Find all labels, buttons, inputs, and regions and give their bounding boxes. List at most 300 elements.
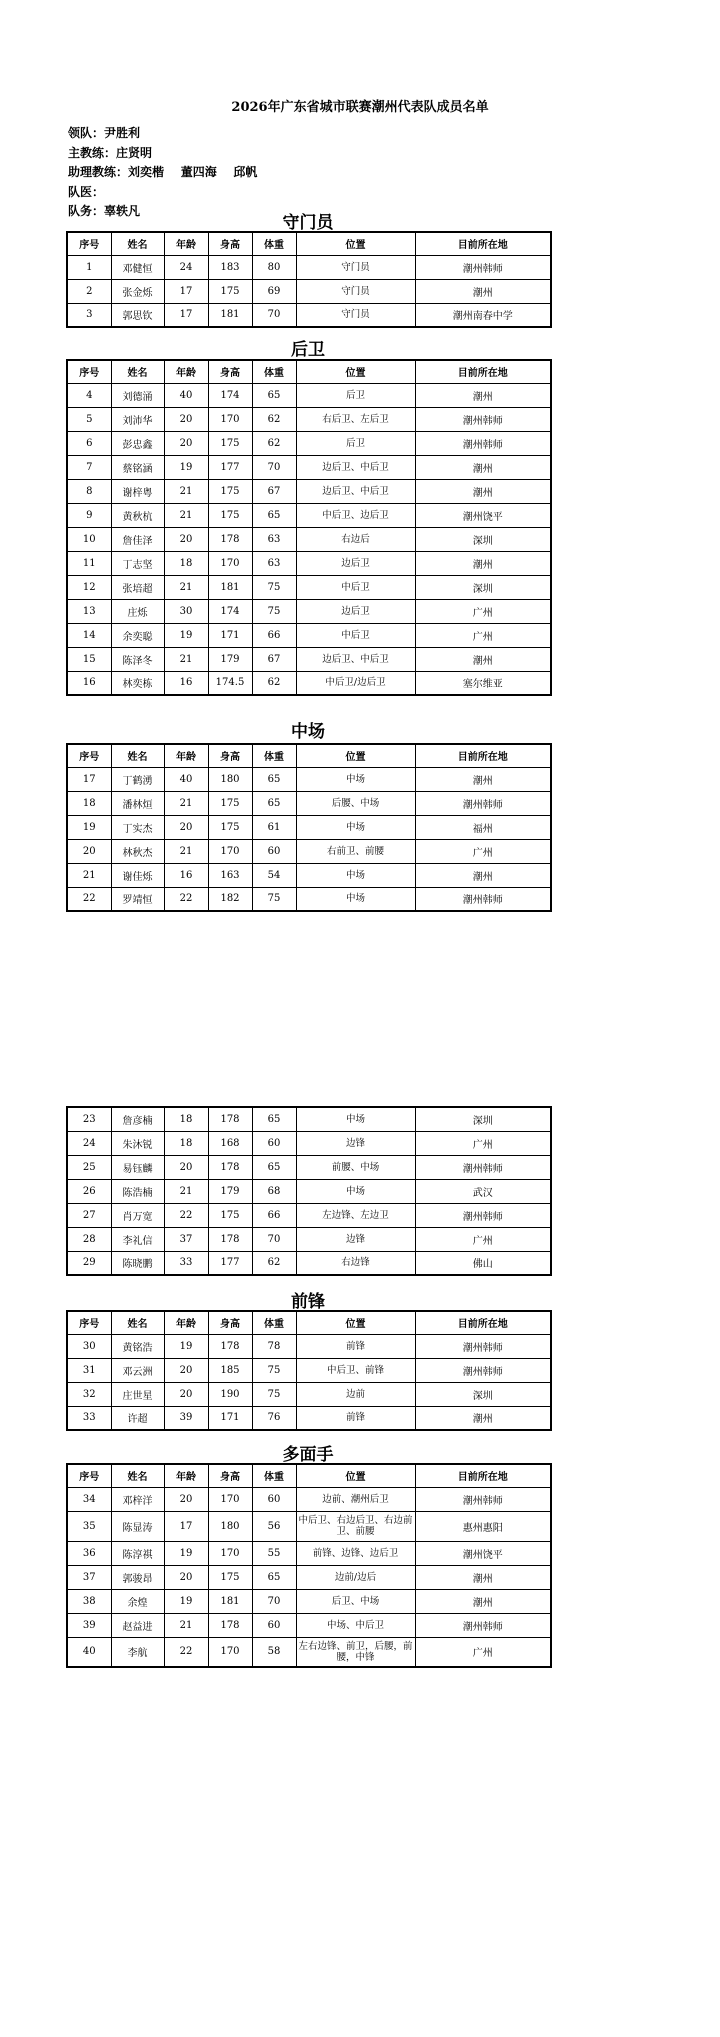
cell-height: 178 (208, 527, 252, 551)
column-header-height: 身高 (208, 744, 252, 767)
header-row (67, 744, 551, 767)
assistant-coaches: 助理教练：刘奕楷 董四海 邱帆 (68, 165, 258, 179)
cell-age: 20 (164, 431, 208, 455)
cell-position: 中场 (296, 1107, 415, 1131)
cell-age: 21 (164, 503, 208, 527)
cell-location: 潮州 (415, 1565, 551, 1589)
cell-name: 詹佳泽 (111, 527, 164, 551)
cell-age: 22 (164, 1637, 208, 1667)
cell-age: 21 (164, 1613, 208, 1637)
cell-weight: 65 (252, 503, 296, 527)
cell-height: 177 (208, 1251, 252, 1275)
cell-position: 边锋 (296, 1227, 415, 1251)
cell-number: 22 (67, 887, 111, 911)
cell-age: 21 (164, 575, 208, 599)
table-row (67, 1613, 551, 1637)
column-header-location: 目前所在地 (415, 744, 551, 767)
cell-name: 潘林烜 (111, 791, 164, 815)
cell-position: 中场 (296, 1179, 415, 1203)
column-header-weight: 体重 (252, 1311, 296, 1334)
section-defenders: 后卫 (291, 340, 325, 360)
cell-position: 右后卫、左后卫 (296, 407, 415, 431)
staff-list (68, 124, 257, 222)
cell-name: 郭骏昂 (111, 1565, 164, 1589)
cell-age: 20 (164, 1487, 208, 1511)
cell-height: 170 (208, 551, 252, 575)
cell-name: 庄世星 (111, 1382, 164, 1406)
cell-name: 赵益进 (111, 1613, 164, 1637)
cell-age: 40 (164, 383, 208, 407)
cell-height: 180 (208, 1511, 252, 1541)
cell-weight: 67 (252, 479, 296, 503)
cell-height: 174 (208, 383, 252, 407)
column-header-height: 身高 (208, 1311, 252, 1334)
table-row (67, 279, 551, 303)
cell-name: 邓梓洋 (111, 1487, 164, 1511)
cell-height: 183 (208, 255, 252, 279)
cell-location: 深圳 (415, 1382, 551, 1406)
cell-age: 16 (164, 671, 208, 695)
cell-number: 15 (67, 647, 111, 671)
cell-height: 168 (208, 1131, 252, 1155)
cell-age: 20 (164, 1358, 208, 1382)
cell-height: 185 (208, 1358, 252, 1382)
table-row (67, 551, 551, 575)
cell-weight: 69 (252, 279, 296, 303)
cell-height: 175 (208, 503, 252, 527)
cell-location: 潮州 (415, 455, 551, 479)
cell-number: 31 (67, 1358, 111, 1382)
cell-number: 40 (67, 1637, 111, 1667)
cell-age: 19 (164, 623, 208, 647)
table-row (67, 303, 551, 327)
cell-position: 右边锋 (296, 1251, 415, 1275)
cell-number: 8 (67, 479, 111, 503)
cell-number: 18 (67, 791, 111, 815)
cell-number: 35 (67, 1511, 111, 1541)
cell-number: 37 (67, 1565, 111, 1589)
table-row (67, 1155, 551, 1179)
goalkeeper-table (66, 231, 552, 328)
cell-weight: 54 (252, 863, 296, 887)
forward-table (66, 1310, 552, 1431)
cell-weight: 75 (252, 1382, 296, 1406)
cell-location: 潮州南春中学 (415, 303, 551, 327)
cell-position: 中后卫 (296, 575, 415, 599)
cell-age: 33 (164, 1251, 208, 1275)
cell-location: 潮州 (415, 383, 551, 407)
cell-age: 21 (164, 839, 208, 863)
header-row (67, 360, 551, 383)
cell-location: 潮州韩师 (415, 1334, 551, 1358)
cell-position: 中场 (296, 887, 415, 911)
cell-weight: 60 (252, 1487, 296, 1511)
cell-weight: 60 (252, 1613, 296, 1637)
cell-position: 边前、潮州后卫 (296, 1487, 415, 1511)
cell-weight: 56 (252, 1511, 296, 1541)
cell-location: 福州 (415, 815, 551, 839)
table-row (67, 1227, 551, 1251)
cell-position: 右前卫、前腰 (296, 839, 415, 863)
cell-height: 181 (208, 303, 252, 327)
table-row (67, 1131, 551, 1155)
cell-age: 20 (164, 815, 208, 839)
cell-number: 32 (67, 1382, 111, 1406)
table-row (67, 1511, 551, 1541)
cell-name: 蔡铭涵 (111, 455, 164, 479)
cell-height: 175 (208, 1203, 252, 1227)
column-header-number: 序号 (67, 232, 111, 255)
cell-height: 170 (208, 839, 252, 863)
section-goalkeepers: 守门员 (282, 213, 334, 233)
cell-name: 陈淳祺 (111, 1541, 164, 1565)
cell-name: 庄烁 (111, 599, 164, 623)
cell-age: 22 (164, 887, 208, 911)
cell-name: 邓云洲 (111, 1358, 164, 1382)
cell-position: 中场 (296, 815, 415, 839)
cell-age: 19 (164, 1589, 208, 1613)
cell-height: 181 (208, 1589, 252, 1613)
cell-location: 广州 (415, 1637, 551, 1667)
cell-number: 4 (67, 383, 111, 407)
cell-weight: 65 (252, 1155, 296, 1179)
cell-height: 175 (208, 279, 252, 303)
cell-age: 16 (164, 863, 208, 887)
cell-location: 潮州韩师 (415, 1203, 551, 1227)
table-row (67, 671, 551, 695)
table-row (67, 1565, 551, 1589)
cell-location: 潮州韩师 (415, 407, 551, 431)
cell-name: 张金烁 (111, 279, 164, 303)
team-leader: 领队：尹胜利 (68, 126, 141, 140)
cell-location: 潮州 (415, 479, 551, 503)
cell-position: 边后卫 (296, 599, 415, 623)
cell-position: 守门员 (296, 303, 415, 327)
cell-age: 17 (164, 303, 208, 327)
cell-location: 潮州韩师 (415, 887, 551, 911)
column-header-name: 姓名 (111, 1311, 164, 1334)
table-row (67, 407, 551, 431)
cell-location: 武汉 (415, 1179, 551, 1203)
column-header-location: 目前所在地 (415, 360, 551, 383)
cell-number: 14 (67, 623, 111, 647)
cell-height: 175 (208, 431, 252, 455)
cell-weight: 62 (252, 671, 296, 695)
column-header-age: 年龄 (164, 360, 208, 383)
cell-name: 陈泽冬 (111, 647, 164, 671)
head-coach: 主教练：庄贤明 (68, 145, 153, 160)
cell-position: 边前 (296, 1382, 415, 1406)
cell-name: 邓健恒 (111, 255, 164, 279)
cell-weight: 66 (252, 1203, 296, 1227)
table-row (67, 1382, 551, 1406)
cell-height: 178 (208, 1155, 252, 1179)
cell-weight: 65 (252, 383, 296, 407)
cell-age: 19 (164, 1541, 208, 1565)
cell-name: 黄铭浩 (111, 1334, 164, 1358)
cell-height: 178 (208, 1613, 252, 1637)
cell-weight: 70 (252, 1589, 296, 1613)
cell-age: 20 (164, 407, 208, 431)
cell-location: 潮州 (415, 1589, 551, 1613)
cell-location: 塞尔维亚 (415, 671, 551, 695)
cell-name: 余煌 (111, 1589, 164, 1613)
table-row (67, 255, 551, 279)
column-header-number: 序号 (67, 744, 111, 767)
cell-height: 174 (208, 599, 252, 623)
cell-position: 中后卫/边后卫 (296, 671, 415, 695)
cell-location: 潮州饶平 (415, 1541, 551, 1565)
cell-number: 23 (67, 1107, 111, 1131)
column-header-name: 姓名 (111, 1464, 164, 1487)
cell-position: 守门员 (296, 255, 415, 279)
cell-weight: 68 (252, 1179, 296, 1203)
column-header-location: 目前所在地 (415, 1464, 551, 1487)
cell-weight: 75 (252, 599, 296, 623)
cell-height: 177 (208, 455, 252, 479)
cell-weight: 62 (252, 407, 296, 431)
cell-name: 黄秋杭 (111, 503, 164, 527)
column-header-name: 姓名 (111, 360, 164, 383)
midfielder-table-continued (66, 1106, 552, 1276)
table-row (67, 839, 551, 863)
table-row (67, 1589, 551, 1613)
cell-location: 潮州 (415, 767, 551, 791)
utility-table (66, 1463, 552, 1668)
cell-location: 广州 (415, 599, 551, 623)
cell-weight: 75 (252, 1358, 296, 1382)
column-header-location: 目前所在地 (415, 1311, 551, 1334)
column-header-position: 位置 (296, 360, 415, 383)
cell-location: 广州 (415, 1227, 551, 1251)
column-header-height: 身高 (208, 232, 252, 255)
cell-position: 后卫 (296, 431, 415, 455)
cell-weight: 80 (252, 255, 296, 279)
column-header-weight: 体重 (252, 360, 296, 383)
cell-age: 20 (164, 527, 208, 551)
table-row (67, 1179, 551, 1203)
cell-age: 18 (164, 551, 208, 575)
cell-position: 边锋 (296, 1131, 415, 1155)
cell-height: 170 (208, 1637, 252, 1667)
table-row (67, 1107, 551, 1131)
cell-number: 10 (67, 527, 111, 551)
header-row (67, 232, 551, 255)
cell-location: 潮州 (415, 863, 551, 887)
cell-weight: 67 (252, 647, 296, 671)
cell-age: 22 (164, 1203, 208, 1227)
cell-position: 边后卫、中后卫 (296, 479, 415, 503)
table-row (67, 767, 551, 791)
section-forwards: 前锋 (291, 1292, 325, 1312)
cell-age: 17 (164, 279, 208, 303)
cell-height: 181 (208, 575, 252, 599)
header-row (67, 1464, 551, 1487)
cell-height: 170 (208, 1487, 252, 1511)
table-row (67, 1406, 551, 1430)
cell-position: 左边锋、左边卫 (296, 1203, 415, 1227)
cell-number: 26 (67, 1179, 111, 1203)
table-row (67, 383, 551, 407)
section-utility: 多面手 (282, 1445, 334, 1465)
cell-height: 174.5 (208, 671, 252, 695)
cell-height: 179 (208, 647, 252, 671)
cell-age: 30 (164, 599, 208, 623)
cell-age: 18 (164, 1131, 208, 1155)
table-row (67, 527, 551, 551)
cell-name: 罗靖恒 (111, 887, 164, 911)
cell-weight: 70 (252, 455, 296, 479)
cell-height: 171 (208, 1406, 252, 1430)
cell-name: 陈显涛 (111, 1511, 164, 1541)
table-row (67, 791, 551, 815)
cell-age: 19 (164, 1334, 208, 1358)
cell-name: 谢佳烁 (111, 863, 164, 887)
cell-age: 17 (164, 1511, 208, 1541)
column-header-position: 位置 (296, 232, 415, 255)
table-row (67, 455, 551, 479)
cell-location: 广州 (415, 623, 551, 647)
column-header-position: 位置 (296, 744, 415, 767)
cell-age: 24 (164, 255, 208, 279)
cell-weight: 75 (252, 887, 296, 911)
cell-name: 林奕栋 (111, 671, 164, 695)
cell-name: 李航 (111, 1637, 164, 1667)
cell-height: 182 (208, 887, 252, 911)
table-row (67, 815, 551, 839)
cell-number: 21 (67, 863, 111, 887)
cell-weight: 66 (252, 623, 296, 647)
cell-location: 佛山 (415, 1251, 551, 1275)
cell-height: 178 (208, 1107, 252, 1131)
cell-number: 1 (67, 255, 111, 279)
table-row (67, 479, 551, 503)
cell-age: 20 (164, 1155, 208, 1179)
table-row (67, 1251, 551, 1275)
cell-number: 16 (67, 671, 111, 695)
column-header-number: 序号 (67, 1311, 111, 1334)
cell-position: 守门员 (296, 279, 415, 303)
cell-weight: 58 (252, 1637, 296, 1667)
cell-location: 潮州韩师 (415, 791, 551, 815)
table-row (67, 575, 551, 599)
cell-position: 后腰、中场 (296, 791, 415, 815)
cell-position: 前锋 (296, 1334, 415, 1358)
cell-name: 许超 (111, 1406, 164, 1430)
column-header-age: 年龄 (164, 1464, 208, 1487)
cell-height: 175 (208, 1565, 252, 1589)
cell-weight: 61 (252, 815, 296, 839)
column-header-age: 年龄 (164, 1311, 208, 1334)
cell-number: 39 (67, 1613, 111, 1637)
cell-number: 38 (67, 1589, 111, 1613)
cell-weight: 65 (252, 1107, 296, 1131)
column-header-position: 位置 (296, 1311, 415, 1334)
cell-weight: 63 (252, 527, 296, 551)
table-row (67, 863, 551, 887)
cell-number: 3 (67, 303, 111, 327)
cell-age: 21 (164, 647, 208, 671)
column-header-number: 序号 (67, 1464, 111, 1487)
column-header-height: 身高 (208, 360, 252, 383)
cell-height: 163 (208, 863, 252, 887)
cell-position: 中场、中后卫 (296, 1613, 415, 1637)
cell-number: 28 (67, 1227, 111, 1251)
table-row (67, 647, 551, 671)
cell-position: 右边后 (296, 527, 415, 551)
cell-weight: 60 (252, 839, 296, 863)
cell-name: 詹彦楠 (111, 1107, 164, 1131)
cell-age: 39 (164, 1406, 208, 1430)
cell-height: 170 (208, 407, 252, 431)
cell-number: 5 (67, 407, 111, 431)
cell-number: 12 (67, 575, 111, 599)
table-row (67, 599, 551, 623)
cell-number: 27 (67, 1203, 111, 1227)
cell-name: 刘沛华 (111, 407, 164, 431)
cell-height: 175 (208, 479, 252, 503)
cell-weight: 62 (252, 1251, 296, 1275)
cell-location: 深圳 (415, 575, 551, 599)
cell-position: 中场 (296, 863, 415, 887)
cell-height: 175 (208, 815, 252, 839)
cell-weight: 78 (252, 1334, 296, 1358)
cell-number: 11 (67, 551, 111, 575)
table-row (67, 1541, 551, 1565)
midfielder-table (66, 743, 552, 912)
cell-weight: 70 (252, 1227, 296, 1251)
cell-weight: 62 (252, 431, 296, 455)
cell-height: 175 (208, 791, 252, 815)
cell-location: 广州 (415, 839, 551, 863)
header-row (67, 1311, 551, 1334)
cell-number: 24 (67, 1131, 111, 1155)
cell-location: 潮州 (415, 1406, 551, 1430)
column-header-weight: 体重 (252, 1464, 296, 1487)
table-row (67, 503, 551, 527)
column-header-number: 序号 (67, 360, 111, 383)
cell-number: 9 (67, 503, 111, 527)
defender-table (66, 359, 552, 696)
column-header-age: 年龄 (164, 232, 208, 255)
cell-location: 潮州饶平 (415, 503, 551, 527)
cell-age: 37 (164, 1227, 208, 1251)
cell-age: 20 (164, 1382, 208, 1406)
column-header-name: 姓名 (111, 232, 164, 255)
cell-position: 后卫 (296, 383, 415, 407)
cell-name: 林秋杰 (111, 839, 164, 863)
team-doctor: 队医： (68, 184, 105, 199)
document-title: 2026年广东省城市联赛潮州代表队成员名单 (231, 100, 489, 115)
cell-age: 21 (164, 479, 208, 503)
cell-age: 18 (164, 1107, 208, 1131)
cell-name: 张培超 (111, 575, 164, 599)
column-header-weight: 体重 (252, 232, 296, 255)
cell-number: 20 (67, 839, 111, 863)
cell-number: 34 (67, 1487, 111, 1511)
cell-location: 潮州韩师 (415, 431, 551, 455)
section-midfielders: 中场 (291, 722, 325, 742)
cell-weight: 60 (252, 1131, 296, 1155)
cell-weight: 70 (252, 303, 296, 327)
column-header-age: 年龄 (164, 744, 208, 767)
cell-position: 前腰、中场 (296, 1155, 415, 1179)
cell-location: 广州 (415, 1131, 551, 1155)
cell-weight: 63 (252, 551, 296, 575)
cell-name: 余奕聪 (111, 623, 164, 647)
cell-position: 前锋 (296, 1406, 415, 1430)
cell-name: 李礼信 (111, 1227, 164, 1251)
